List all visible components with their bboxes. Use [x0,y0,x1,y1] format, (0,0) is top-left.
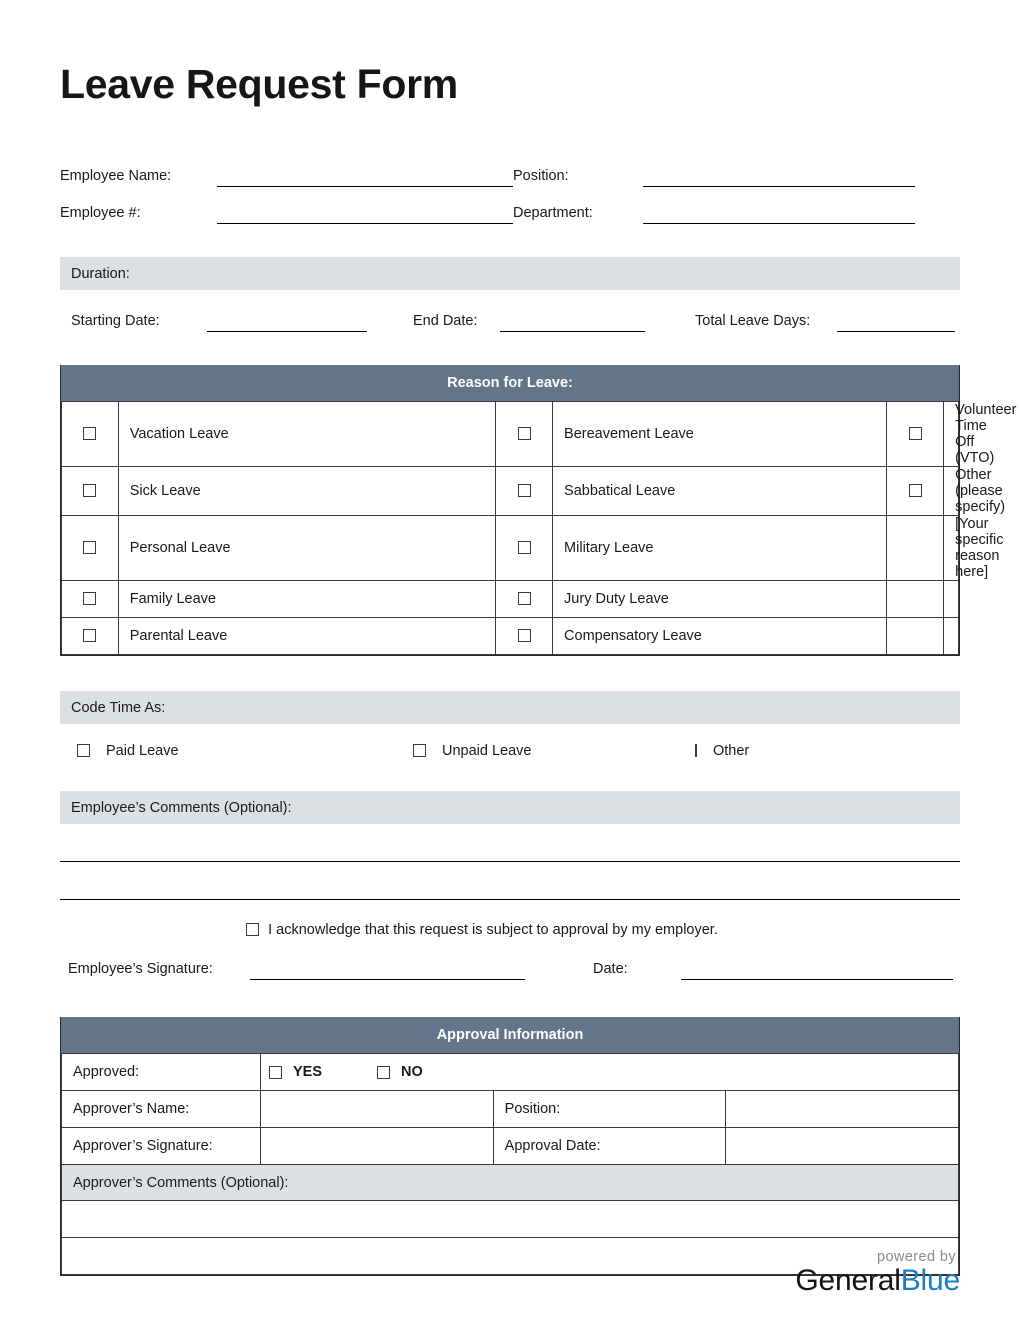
department-input[interactable] [643,202,915,224]
approved-label-cell: Approved: [62,1054,261,1091]
table-row [62,467,959,516]
employee-comments-section-header [60,791,960,824]
table-row [62,1201,959,1238]
page-title: Leave Request Form [60,61,458,107]
end-date-input[interactable] [500,311,645,332]
reason-label-cell: Compensatory Leave [553,618,887,655]
table-row [62,1165,959,1201]
employee-date-label: Date: [593,960,628,977]
footer-branding [795,1250,960,1298]
approval-section-label: Approval Information [436,1027,584,1044]
duration-section [60,257,960,332]
reason-label-cell: Vacation Leave [118,402,496,467]
approval-information-table [61,1053,959,1275]
reason-label-cell: Family Leave [118,581,496,618]
position-field[interactable] [513,165,920,187]
employee-number-label: Employee #: [60,204,141,221]
checkbox-icon[interactable] [518,541,531,554]
acknowledgment-row[interactable] [60,900,960,938]
total-leave-days-input[interactable] [837,311,955,332]
reason-checkbox-cell[interactable] [496,618,553,655]
approved-no-label: NO [401,1064,423,1081]
employee-number-field[interactable] [60,202,513,224]
table-row [62,618,959,655]
other-reason-input[interactable]: [Your specific reason here] [944,516,959,581]
checkbox-icon[interactable] [518,484,531,497]
table-row [62,581,959,618]
approved-yes-no-group [261,1064,958,1080]
reason-checkbox-cell[interactable] [62,467,119,516]
table-row [62,1091,959,1128]
end-date-label: End Date: [413,312,478,329]
employee-name-field[interactable] [60,165,513,187]
reason-empty-cell [944,581,959,618]
position-input[interactable] [643,165,915,187]
end-date-field[interactable] [413,311,695,332]
reason-for-leave-table [61,401,1017,655]
employee-date-input[interactable] [681,959,953,980]
employee-signature-label: Employee’s Signature: [68,960,213,977]
approval-date-label-cell: Approval Date: [493,1128,726,1165]
reason-label-cell: Personal Leave [118,516,496,581]
starting-date-input[interactable] [207,311,367,332]
employee-identity-section [60,150,960,224]
code-time-option-label: Other [713,742,750,759]
employee-comments-section-label: Employee’s Comments (Optional): [71,799,292,816]
employee-comments-section [60,791,960,900]
reason-section-label: Reason for Leave: [447,375,573,392]
code-time-option-label: Paid Leave [106,742,179,759]
department-label: Department: [513,204,593,221]
employee-comments-line-2[interactable] [60,862,960,900]
checkbox-icon[interactable] [83,427,96,440]
reason-checkbox-cell[interactable] [62,516,119,581]
checkbox-icon[interactable] [695,744,697,757]
checkbox-icon[interactable] [83,592,96,605]
code-time-option-label: Unpaid Leave [442,742,532,759]
identity-row-1 [60,150,960,187]
identity-row-2 [60,187,960,224]
reason-label-cell: Parental Leave [118,618,496,655]
brand-name-part2: Blue [900,1264,960,1298]
reason-label-cell: Bereavement Leave [553,402,887,467]
approved-choice-cell [261,1054,959,1091]
duration-section-header [60,257,960,290]
acknowledgment-section [60,900,960,980]
employee-signature-field[interactable] [60,959,593,980]
checkbox-icon[interactable] [413,744,426,757]
table-row [62,402,959,467]
approval-date-input[interactable] [726,1128,959,1165]
reason-label-cell: Volunteer Time Off (VTO) [944,402,959,467]
checkbox-icon[interactable] [518,629,531,642]
reason-label-cell: Sabbatical Leave [553,467,887,516]
approved-yes-option[interactable] [269,1064,322,1080]
checkbox-icon[interactable] [83,484,96,497]
reason-label-cell: Military Leave [553,516,887,581]
table-row [62,1128,959,1165]
reason-checkbox-cell[interactable] [496,581,553,618]
approved-yes-label: YES [293,1064,323,1081]
approver-name-input[interactable] [261,1091,494,1128]
employee-signature-row [60,938,960,980]
department-field[interactable] [513,202,920,224]
employee-date-field[interactable] [593,959,960,980]
duration-section-label: Duration: [71,265,130,282]
reason-empty-cell [887,516,944,581]
approval-section-header [61,1017,959,1053]
reason-for-leave-section [60,365,1017,656]
approver-comments-line-1[interactable] [62,1201,959,1238]
reason-checkbox-cell[interactable] [887,467,944,516]
reason-label-cell: Sick Leave [118,467,496,516]
position-label: Position: [513,167,569,184]
checkbox-icon[interactable] [909,484,922,497]
reason-empty-cell [944,618,959,655]
reason-section-header [61,365,959,401]
checkbox-icon[interactable] [246,923,259,936]
code-time-section-label: Code Time As: [71,699,166,716]
reason-checkbox-cell[interactable] [62,402,119,467]
total-leave-days-field[interactable] [695,311,960,332]
checkbox-icon[interactable] [518,427,531,440]
table-row [62,1054,959,1091]
code-time-option-unpaid[interactable] [413,743,695,759]
brand-name-part1: General [795,1264,901,1298]
acknowledgment-text: I acknowledge that this request is subject to approval by my employer. [268,922,718,939]
starting-date-label: Starting Date: [71,312,160,329]
checkbox-icon[interactable] [83,629,96,642]
duration-fields-row [60,290,960,332]
checkbox-icon[interactable] [518,592,531,605]
reason-label-cell: Jury Duty Leave [553,581,887,618]
employee-comments-line-1[interactable] [60,824,960,862]
approver-name-label-cell: Approver’s Name: [62,1091,261,1128]
reason-checkbox-cell[interactable] [496,402,553,467]
employee-name-label: Employee Name: [60,167,172,184]
reason-label-cell: Other (please specify) [944,467,959,516]
approver-signature-label-cell: Approver’s Signature: [62,1128,261,1165]
approver-position-input[interactable] [726,1091,959,1128]
employee-number-input[interactable] [217,202,513,224]
reason-checkbox-cell[interactable] [62,581,119,618]
code-time-option-paid[interactable] [60,743,413,759]
approver-comments-label-cell: Approver’s Comments (Optional): [62,1165,959,1201]
approval-information-section [60,1017,960,1276]
total-leave-days-label: Total Leave Days: [695,312,811,329]
table-row [62,516,959,581]
reason-checkbox-cell[interactable] [496,467,553,516]
employee-name-input[interactable] [217,165,513,187]
reason-checkbox-cell[interactable] [887,402,944,467]
code-time-section-header [60,691,960,724]
reason-empty-cell [887,581,944,618]
checkbox-icon[interactable] [269,1066,282,1079]
general-blue-logo [795,1264,960,1298]
reason-checkbox-cell[interactable] [62,618,119,655]
checkbox-icon[interactable] [77,744,90,757]
employee-signature-input[interactable] [250,959,525,980]
code-time-section [60,691,960,771]
approver-position-label-cell: Position: [493,1091,726,1128]
approved-no-option[interactable] [377,1064,423,1080]
reason-checkbox-cell[interactable] [496,516,553,581]
checkbox-icon[interactable] [377,1066,390,1079]
powered-by-label: powered by [877,1248,956,1265]
checkbox-icon[interactable] [83,541,96,554]
checkbox-icon[interactable] [909,427,922,440]
code-time-options-row [60,724,960,771]
approver-signature-input[interactable] [261,1128,494,1165]
reason-empty-cell [887,618,944,655]
starting-date-field[interactable] [60,311,413,332]
